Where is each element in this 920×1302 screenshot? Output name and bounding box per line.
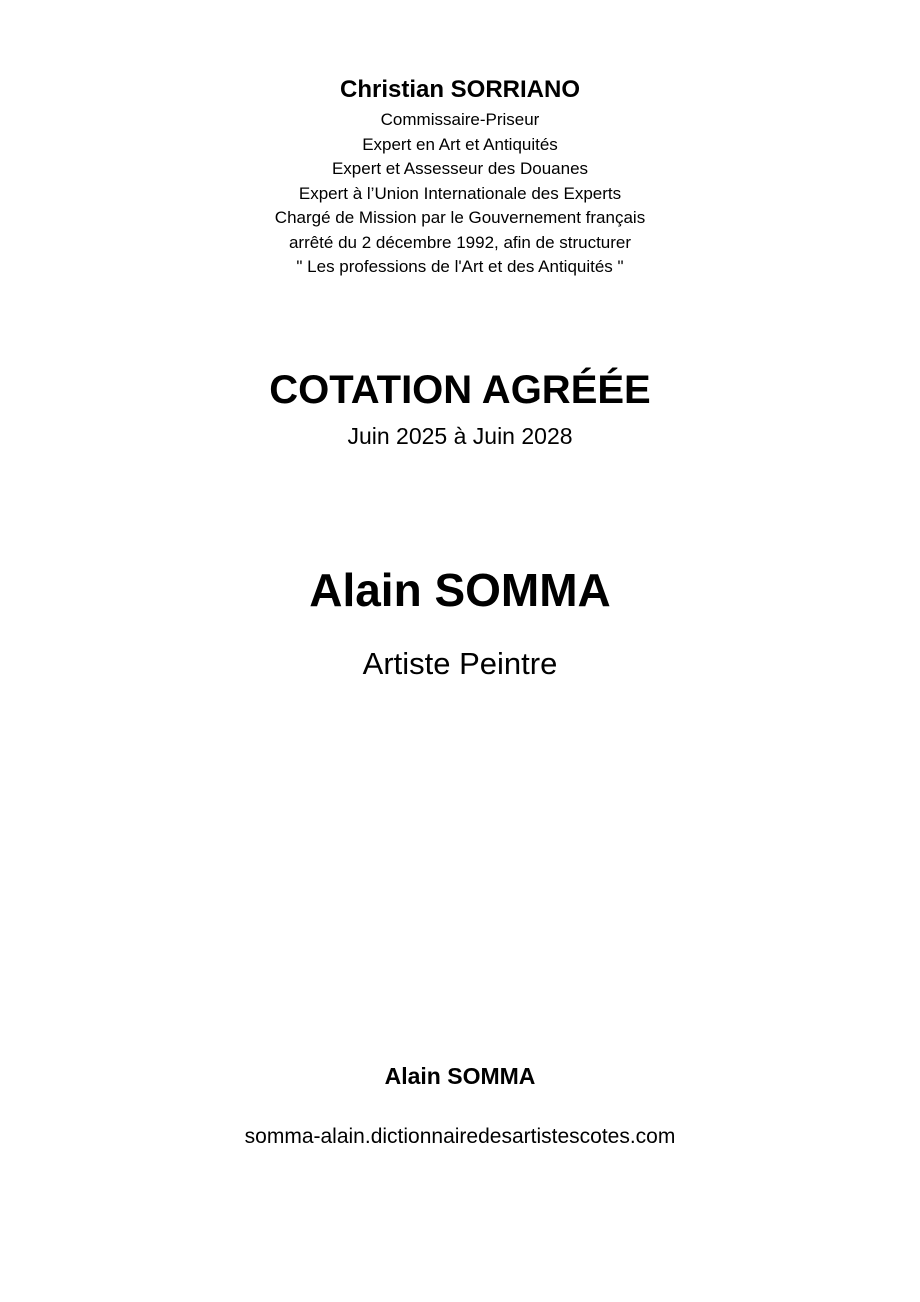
credential-line: arrêté du 2 décembre 1992, afin de structurer	[288, 232, 632, 252]
certificate-period: Juin 2025 à Juin 2028	[347, 423, 573, 449]
footer-artist-name: Alain SOMMA	[384, 1063, 536, 1089]
credential-line: " Les professions de l'Art et des Antiquités "	[296, 257, 624, 276]
credential-line: Commissaire-Priseur	[380, 110, 540, 129]
credential-line: Expert à l’Union Internationale des Experts	[298, 183, 622, 203]
credential-line: Expert et Assesseur des Douanes	[331, 159, 589, 178]
certificate-title: COTATION AGRÉÉE	[269, 368, 651, 412]
artist-name: Alain SOMMA	[309, 564, 611, 616]
issuer-credentials	[0, 108, 920, 280]
artist-role: Artiste Peintre	[362, 646, 558, 681]
issuer-name: Christian SORRIANO	[339, 76, 581, 103]
credential-line: Chargé de Mission par le Gouvernement français	[274, 208, 646, 227]
credential-line: Expert en Art et Antiquités	[362, 134, 558, 154]
footer-website-url: somma-alain.dictionnairedesartistescotes.com	[244, 1125, 676, 1148]
